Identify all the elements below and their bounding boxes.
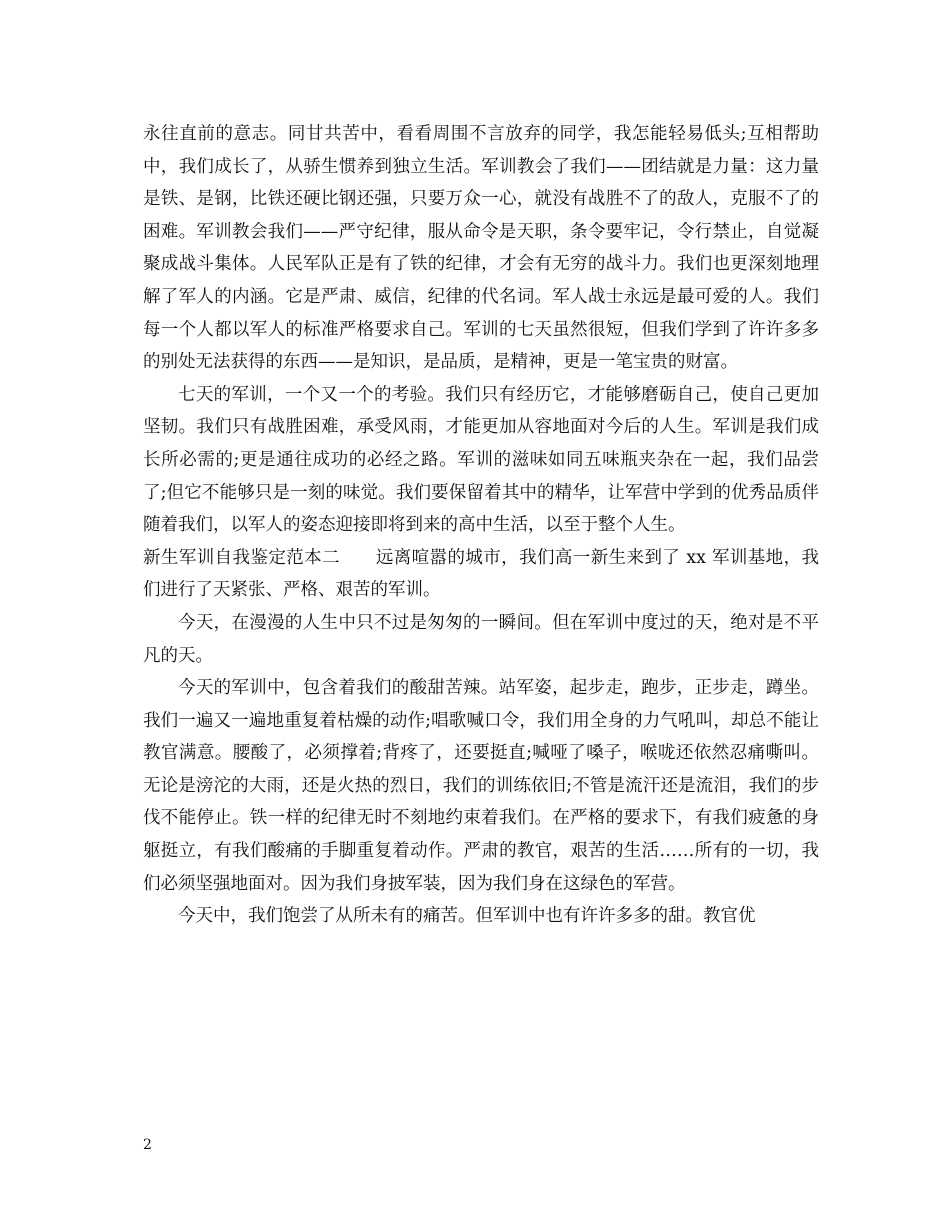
paragraph-1: 永往直前的意志。同甘共苦中，看看周围不言放弃的同学，我怎能轻易低头;互相帮助中，我们成长了，从骄生惯养到独立生活。军训教会了我们——团结就是力量：这力量是铁、是钢，比铁还硬比钢还强，只要万众一心，就没有战胜不了的敌人，克服不了的困难。军训教会我们——严守纪律，服从命令是天职，条令要牢记，令行禁止，自觉凝聚成战斗集体。人民军队正是有了铁的纪律，才会有无穷的战斗力。我们也更深刻地理解了军人的内涵。它是严肃、威信，纪律的代名词。军人战士永远是最可爱的人。我们每一个人都以军人的标准严格要求自己。军训的七天虽然很短，但我们学到了许许多多的别处无法获得的东西——是知识，是品质，是精神，更是一笔宝贵的财富。 [143, 124, 819, 373]
paragraph-5: 今天的军训中，包含着我们的酸甜苦辣。站军姿，起步走，跑步，正步走，蹲坐。我们一遍又一遍地重复着枯燥的动作;唱歌喊口令，我们用全身的力气吼叫，却总不能让教官满意。腰酸了，必须撑着;背疼了，还要挺直;喊哑了嗓子，喉咙还依然忍痛嘶叫。无论是滂沱的大雨，还是火热的烈日，我们的训练依旧;不管是流汗还是流泪，我们的步伐不能停止。铁一样的纪律无时不刻地约束着我们。在严格的要求下，有我们疲惫的身躯挺立，有我们酸痛的手脚重复着动作。严肃的教官，艰苦的生活……所有的一切，我们必须坚强地面对。因为我们身披军装，因为我们身在这绿色的军营。 [143, 678, 819, 894]
page-number: 2 [143, 1137, 152, 1153]
paragraph-4: 今天，在漫漫的人生中只不过是匆匆的一瞬间。但在军训中度过的天，绝对是不平凡的天。 [143, 612, 819, 666]
paragraph-3-section-heading: 新生军训自我鉴定范本二 远离喧嚣的城市，我们高一新生来到了 xx 军训基地，我们进行了天紧张、严格、艰苦的军训。 [143, 547, 819, 601]
document-body [143, 118, 819, 933]
paragraph-2: 七天的军训，一个又一个的考验。我们只有经历它，才能够磨砺自己，使自己更加坚韧。我们只有战胜困难，承受风雨，才能更加从容地面对今后的人生。军训是我们成长所必需的;更是通往成功的必经之路。军训的滋味如同五味瓶夹杂在一起，我们品尝了;但它不能够只是一刻的味觉。我们要保留着其中的精华，让军营中学到的优秀品质伴随着我们，以军人的姿态迎接即将到来的高中生活，以至于整个人生。 [143, 384, 819, 536]
paragraph-6: 今天中，我们饱尝了从所未有的痛苦。但军训中也有许许多多的甜。教官优 [178, 906, 756, 927]
